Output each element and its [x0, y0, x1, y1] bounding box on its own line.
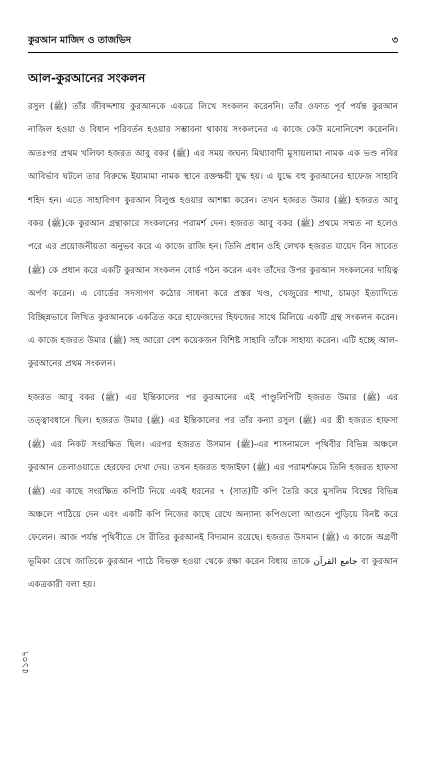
- header-rule: [28, 52, 398, 53]
- section-title: আল-কুরআনের সংকলন: [28, 71, 146, 85]
- book-title: কুরআন মাজিদ ও তাজভিদ: [28, 35, 131, 46]
- running-header: [28, 34, 398, 48]
- body-text: [28, 96, 398, 608]
- margin-note: ৫১০৭: [21, 650, 31, 674]
- paragraph-1: রসুল (ﷺ) তাঁর জীবদ্দশায় কুরআনকে একত্রে লিখে সংকলন করেননি। তাঁর ওফাত পূর্ব পর্যন্ত কুরআন নাজিল হওয়া ও বিধান পরিবর্তন হওয়ার সম্ভাবনা থাকায় সংকলনের এ কাজে কেউ মনোনিবেশ করেননি। অতঃপর প্রথম খলিফা হজরত আবু বকর (ﷺ) এর সময় জঘন্য মিথ্যাবাদী মুসায়লামা নামক এক ভণ্ড নবির আবির্ভাব ঘটলে তার বিরুদ্ধে ইয়ামামা নামক স্থানে রক্তক্ষয়ী যুদ্ধ হয়। এ যুদ্ধে বহু কুরআনের হাফেজ সাহাবি শহিদ হন। এতে সাহাবিগণ কুরআন বিলুপ্ত হওয়ার আশঙ্কা করেন। তখন হজরত উমার (ﷺ) হজরত আবু বকর (ﷺ)কে কুরআন গ্রন্থাকারে সংকলনের পরামর্শ দেন। হজরত আবু বকর (ﷺ) প্রথমে সম্মত না হলেও পরে এর প্রয়োজনীয়তা অনুভব করে এ কাজে রাজি হন। তিনি প্রধান ওহি লেখক হজরত যায়েদ বিন সাবেত (ﷺ) কে প্রধান করে একটি কুরআন সংকলন বোর্ড গঠন করেন এবং তাঁদের উপর কুরআন সংকলনের দায়িত্ব অর্পণ করেন। এ বোর্ডের সদস্যগণ কঠোর সাধনা করে প্রস্তর খণ্ড, খেজুরের শাখা, চামড়া ইত্যাদিতে বিচ্ছিন্নভাবে লিখিত কুরআনকে একত্রিত করে হাফেজদের হিফজের সাথে মিলিয়ে একটি গ্রন্থ সংকলন করেন। এ কাজে হজরত উমার (ﷺ) সহ আরো বেশ কয়েকজন বিশিষ্ট সাহাবি তাঁকে সাহায্য করেন। এটি হচ্ছে আল-কুরআনের প্রথম সংকলন।: [28, 102, 398, 370]
- paragraph-2: হজরত আবু বকর (ﷺ) এর ইন্তিকালের পর কুরআনের এই পাণ্ডুলিপিটি হজরত উমার (ﷺ) এর তত্ত্বাবধানে ছিল। হজরত উমার (ﷺ) এর ইন্তিকালের পর তাঁর কন্যা রসুল (ﷺ) এর স্ত্রী হজরত হাফসা (ﷺ) এর নিকট সংরক্ষিত ছিল। এরপর হজরত উসমান (ﷺ)-এর শাসনামলে পৃথিবীর বিভিন্ন অঞ্চলে কুরআন তেলাওয়াতে হেরফের দেখা দেয়। তখন হজরত হুজাইফা (ﷺ) এর পরামর্শক্রমে তিনি হজরত হাফসা (ﷺ) এর কাছে সংরক্ষিত কপিটি নিয়ে একই ধরনের ৭ (সাত)টি কপি তৈরি করে মুসলিম বিশ্বের বিভিন্ন অঞ্চলে পাঠিয়ে দেন এবং একটি কপি নিজের কাছে রেখে অন্যান্য কপিগুলো আগুনে পুড়িয়ে বিনষ্ট করে ফেলেন। আজ পর্যন্ত পৃথিবীতে সে রীতির কুরআনই বিদ্যমান রয়েছে। হজরত উসমান (ﷺ) এ কাজে অগ্রণী ভূমিকা রেখে জাতিকে কুরআন পাঠে বিভক্ত হওয়া থেকে রক্ষা করেন বিধায় তাকে جامع القرآن বা কুরআন একত্রকারী বলা হয়।: [28, 392, 398, 591]
- page-number: ৩: [391, 35, 398, 46]
